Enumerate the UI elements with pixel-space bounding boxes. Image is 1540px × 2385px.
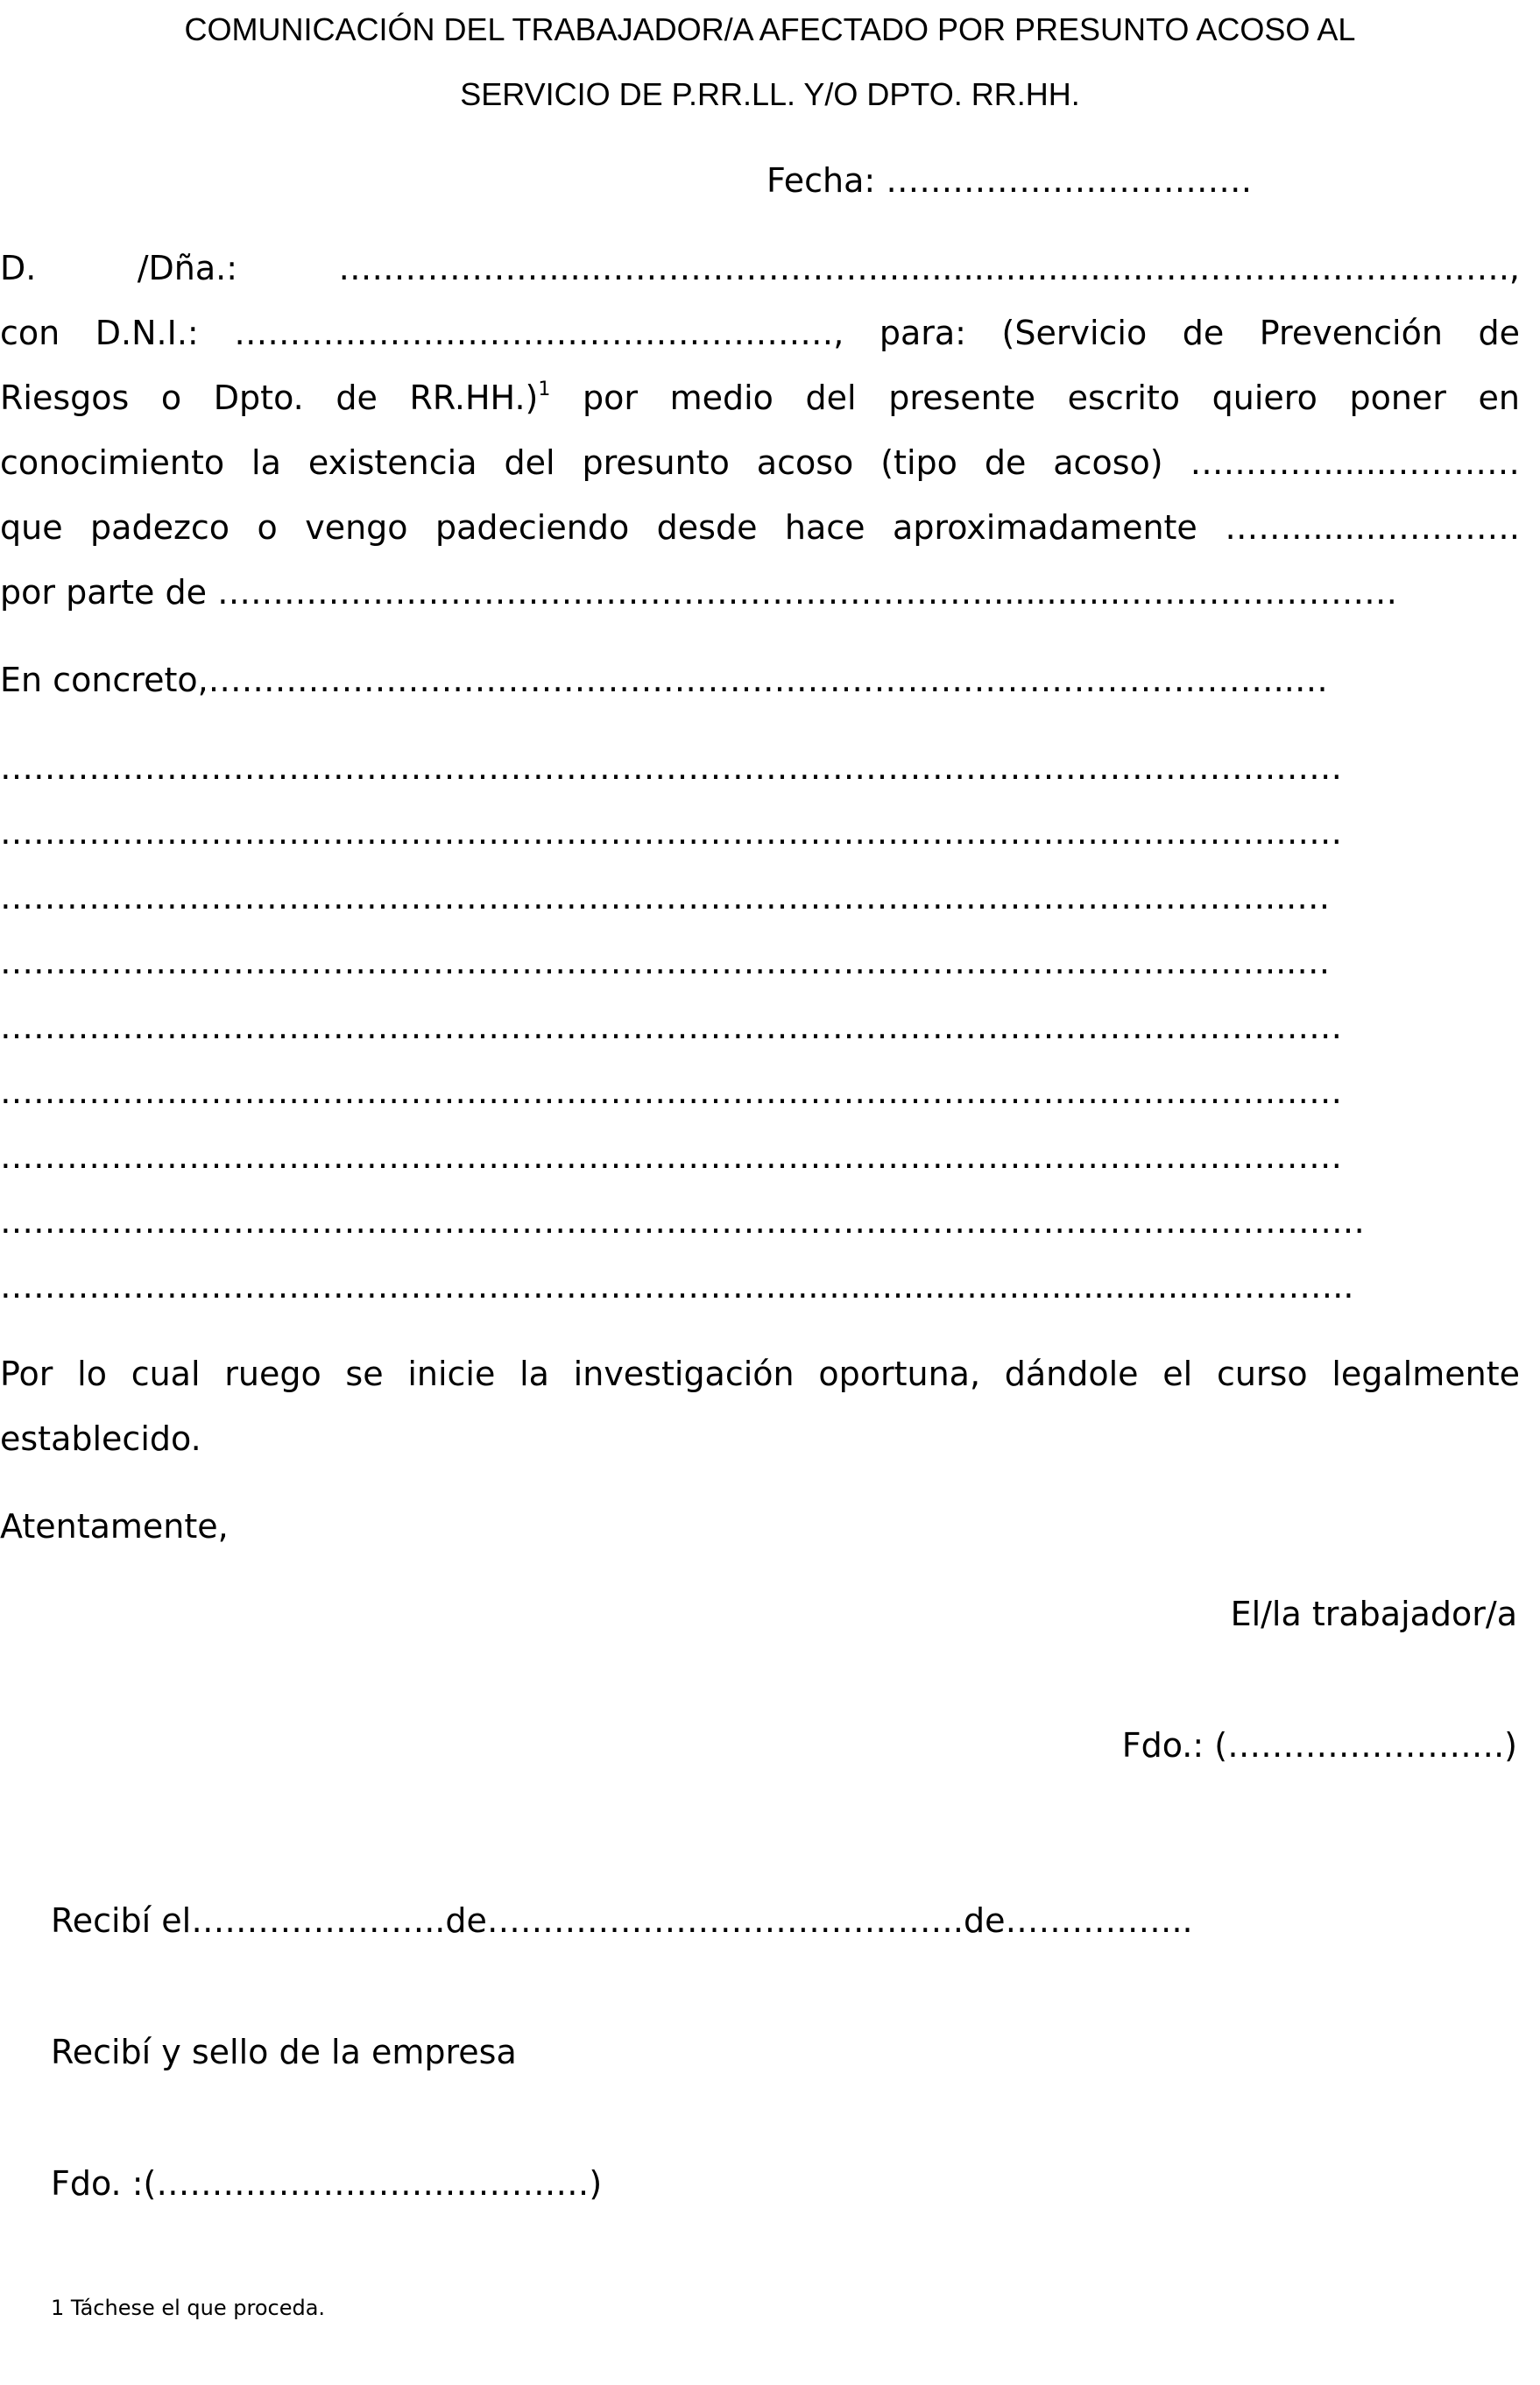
details-intro-line: En concreto,……………………………………………………………………………………..… — [0, 661, 1328, 699]
recipient-line — [0, 379, 1520, 417]
duration-line: que padezco o vengo padeciendo desde hace aproximadamente ……........…………. — [0, 508, 1520, 547]
receipt-date-line: Recibí el…………………..de…………………………………….de…………….. — [51, 1901, 1193, 1940]
footnote: 1 Táchese el que proceda. — [51, 2296, 326, 2320]
date-field: Fecha: …………………………… — [766, 161, 1253, 200]
salutation: Atentamente, — [0, 1507, 229, 1546]
closing-request-line-2: establecido. — [0, 1419, 201, 1458]
details-dotted-line: ……………………………………………………………………………………………………...… — [0, 943, 1331, 981]
document-title-line-1: COMUNICACIÓN DEL TRABAJADOR/A AFECTADO POR PRESUNTO ACOSO AL — [184, 11, 1356, 47]
perpetrator-line: por parte de ……………………………………………………………..............…………………… — [0, 573, 1398, 612]
details-dotted-line: …………………………………………………………………………………………………….…… — [0, 1008, 1343, 1046]
recipient-rest: por medio del presente escrito quiero poner en — [550, 379, 1520, 417]
dni-line: con D.N.I.: ………………………………………………, para: (Servicio de Prevención de — [0, 314, 1520, 352]
details-dotted-line: …………………………………………………………………………………………………………… — [0, 1202, 1365, 1241]
closing-request-line: Por lo cual ruego se inicie la investigación oportuna, dándole el curso legalmente — [0, 1355, 1520, 1393]
signer-role: El/la trabajador/a — [1230, 1595, 1517, 1633]
name-line: D. /Dña.: ………………......…………………….........................……………………………., — [0, 249, 1520, 287]
company-signature-line: Fdo. :(…………………………………) — [51, 2164, 603, 2203]
details-dotted-line: ……………………………………………………………………………………………………...… — [0, 878, 1331, 916]
details-dotted-line: …………………………………………………………………………………………………….…… — [0, 813, 1343, 852]
harassment-type-line: conocimiento la existencia del presunto acoso (tipo de acoso) …………......………… — [0, 443, 1520, 482]
document-title-line-2: SERVICIO DE P.RR.LL. Y/O DPTO. RR.HH. — [460, 76, 1080, 112]
details-dotted-line: …………………………………………………………….........................................………….. — [0, 1267, 1354, 1306]
recipient-text: Riesgos o Dpto. de RR.HH.) — [0, 379, 539, 417]
details-dotted-line: …………………………………………………………………………………………………….…… — [0, 1072, 1343, 1111]
footnote-marker: 1 — [538, 379, 551, 401]
signer-signature-line: Fdo.: (…………………….) — [1121, 1726, 1517, 1765]
company-stamp-line: Recibí y sello de la empresa — [51, 2033, 517, 2071]
details-dotted-line: …………………………………………………………………………………………………….…… — [0, 1137, 1343, 1176]
details-dotted-line: …………………………………………………………………………………………………….…… — [0, 748, 1343, 787]
